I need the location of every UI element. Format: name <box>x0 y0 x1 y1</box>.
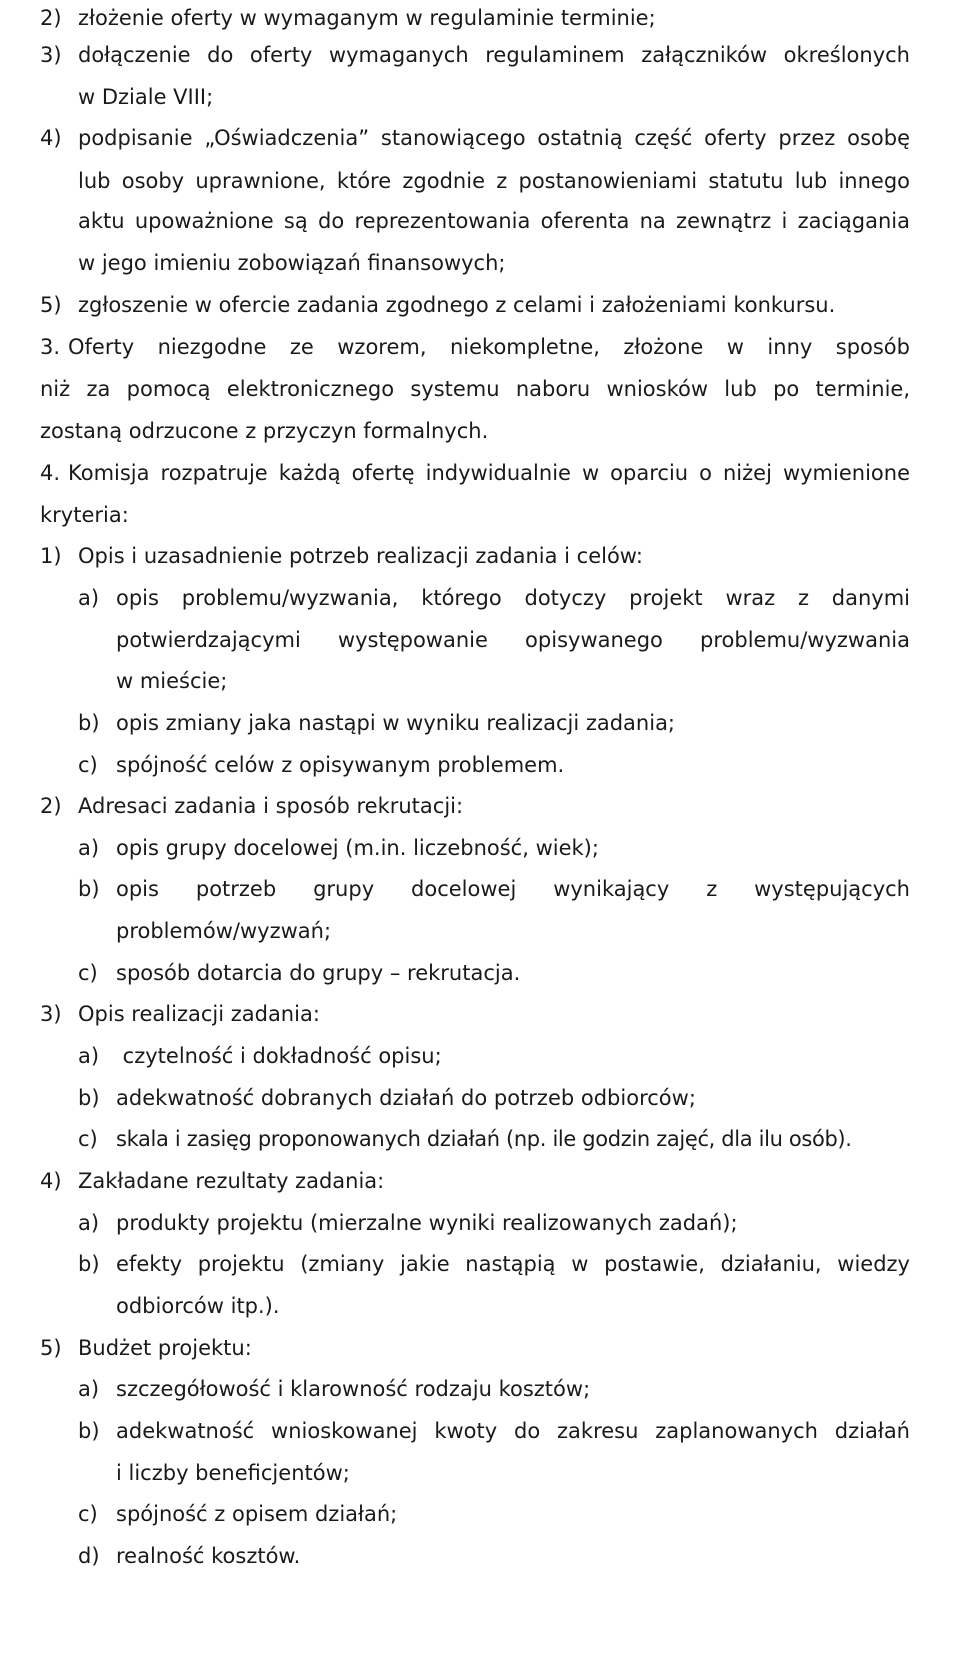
list-marker: 5) <box>40 1336 62 1360</box>
list-item-continuation: lub osoby uprawnione, które zgodnie z postanowieniami statutu lub innego <box>78 169 910 193</box>
sub-item-text: opis zmiany jaka nastąpi w wyniku realizacji zadania; <box>116 711 676 735</box>
criterion-text: Opis realizacji zadania: <box>78 1002 320 1026</box>
sub-item <box>78 1085 910 1111</box>
sub-item-text: skala i zasięg proponowanych działań (np. ile godzin zajęć, dla ilu osób). <box>116 1127 852 1151</box>
sub-item-text: efekty projektu (zmiany jakie nastąpią w postawie, działaniu, wiedzy <box>116 1252 910 1276</box>
criterion-text: Budżet projektu: <box>78 1336 252 1360</box>
list-marker: 1) <box>40 544 62 568</box>
criterion-text: Zakładane rezultaty zadania: <box>78 1169 385 1193</box>
list-item-continuation: w Dziale VIII; <box>78 85 214 109</box>
list-item <box>40 292 910 318</box>
criterion-heading <box>40 1168 910 1194</box>
sub-item-text: opis grupy docelowej (m.in. liczebność, wiek); <box>116 836 599 860</box>
list-item <box>40 125 910 151</box>
sub-item <box>78 1210 910 1236</box>
sub-item-continuation: potwierdzającymi występowanie opisywanego problemu/wyzwania <box>116 628 910 652</box>
section-paragraph: 3. Oferty niezgodne ze wzorem, niekompletne, złożone w inny sposób <box>40 335 910 359</box>
criterion-text: Opis i uzasadnienie potrzeb realizacji zadania i celów: <box>78 544 643 568</box>
sub-item-continuation: w mieście; <box>116 669 228 693</box>
list-item-continuation: w jego imieniu zobowiązań finansowych; <box>78 251 506 275</box>
sub-item <box>78 1501 910 1527</box>
list-item-text: zgłoszenie w ofercie zadania zgodnego z celami i założeniami konkursu. <box>78 293 836 317</box>
list-item-continuation: aktu upoważnione są do reprezentowania oferenta na zewnątrz i zaciągania <box>78 209 910 233</box>
sub-item-continuation: odbiorców itp.). <box>116 1294 280 1318</box>
sub-item-marker: b) <box>78 1086 100 1110</box>
list-item-text: złożenie oferty w wymaganym w regulaminie terminie; <box>78 6 656 30</box>
sub-item-text: spójność celów z opisywanym problemem. <box>116 753 565 777</box>
sub-item-text: szczegółowość i klarowność rodzaju kosztów; <box>116 1377 591 1401</box>
paragraph-continuation: zostaną odrzucone z przyczyn formalnych. <box>40 419 489 443</box>
sub-item-marker: c) <box>78 961 98 985</box>
sub-item <box>78 1418 910 1444</box>
list-marker: 2) <box>40 794 62 818</box>
sub-item <box>78 585 910 611</box>
sub-item <box>78 960 910 986</box>
sub-item-text: opis problemu/wyzwania, którego dotyczy projekt wraz z danymi <box>116 586 910 610</box>
list-item <box>40 5 910 31</box>
section-paragraph: 4. Komisja rozpatruje każdą ofertę indywidualnie w oparciu o niżej wymienione <box>40 461 910 485</box>
list-marker: 3) <box>40 43 62 67</box>
sub-item <box>78 1043 910 1069</box>
list-marker: 3) <box>40 1002 62 1026</box>
list-item <box>40 42 910 68</box>
sub-item-continuation: problemów/wyzwań; <box>116 919 332 943</box>
sub-item-marker: b) <box>78 711 100 735</box>
sub-item <box>78 1126 910 1152</box>
criterion-heading <box>40 1001 910 1027</box>
sub-item <box>78 752 910 778</box>
list-item-text: dołączenie do oferty wymaganych regulaminem załączników określonych <box>78 43 910 67</box>
sub-item <box>78 1251 910 1277</box>
sub-item-marker: a) <box>78 836 100 860</box>
criterion-heading <box>40 793 910 819</box>
sub-item-marker: c) <box>78 753 98 777</box>
sub-item <box>78 1543 910 1569</box>
sub-item <box>78 835 910 861</box>
sub-item-text: sposób dotarcia do grupy – rekrutacja. <box>116 961 521 985</box>
criterion-text: Adresaci zadania i sposób rekrutacji: <box>78 794 464 818</box>
sub-item-marker: b) <box>78 1419 100 1443</box>
sub-item-text: czytelność i dokładność opisu; <box>116 1044 442 1068</box>
sub-item-marker: c) <box>78 1127 98 1151</box>
list-marker: 5) <box>40 293 62 317</box>
sub-item-marker: a) <box>78 1044 100 1068</box>
list-marker: 4) <box>40 126 62 150</box>
list-marker: 4) <box>40 1169 62 1193</box>
sub-item-text: produkty projektu (mierzalne wyniki realizowanych zadań); <box>116 1211 738 1235</box>
sub-item-text: opis potrzeb grupy docelowej wynikający z występujących <box>116 877 910 901</box>
paragraph-text: Oferty niezgodne ze wzorem, niekompletne, złożone w inny sposób <box>68 335 910 359</box>
criterion-heading <box>40 543 910 569</box>
sub-item-marker: a) <box>78 1211 100 1235</box>
sub-item-text: adekwatność wnioskowanej kwoty do zakresu zaplanowanych działań <box>116 1419 910 1443</box>
paragraph-continuation: kryteria: <box>40 503 129 527</box>
sub-item-text: spójność z opisem działań; <box>116 1502 398 1526</box>
sub-item-text: realność kosztów. <box>116 1544 301 1568</box>
sub-item <box>78 710 910 736</box>
sub-item-marker: a) <box>78 1377 100 1401</box>
sub-item-marker: d) <box>78 1544 100 1568</box>
paragraph-text: Komisja rozpatruje każdą ofertę indywidualnie w oparciu o niżej wymienione <box>68 461 910 485</box>
sub-item <box>78 1376 910 1402</box>
paragraph-continuation: niż za pomocą elektronicznego systemu naboru wniosków lub po terminie, <box>40 377 910 401</box>
list-marker: 2) <box>40 6 62 30</box>
sub-item-marker: c) <box>78 1502 98 1526</box>
sub-item-continuation: i liczby beneficjentów; <box>116 1461 350 1485</box>
sub-item <box>78 876 910 902</box>
list-item-text: podpisanie „Oświadczenia” stanowiącego ostatnią część oferty przez osobę <box>78 126 910 150</box>
sub-item-text: adekwatność dobranych działań do potrzeb odbiorców; <box>116 1086 696 1110</box>
sub-item-marker: b) <box>78 1252 100 1276</box>
sub-item-marker: a) <box>78 586 100 610</box>
sub-item-marker: b) <box>78 877 100 901</box>
criterion-heading <box>40 1335 910 1361</box>
